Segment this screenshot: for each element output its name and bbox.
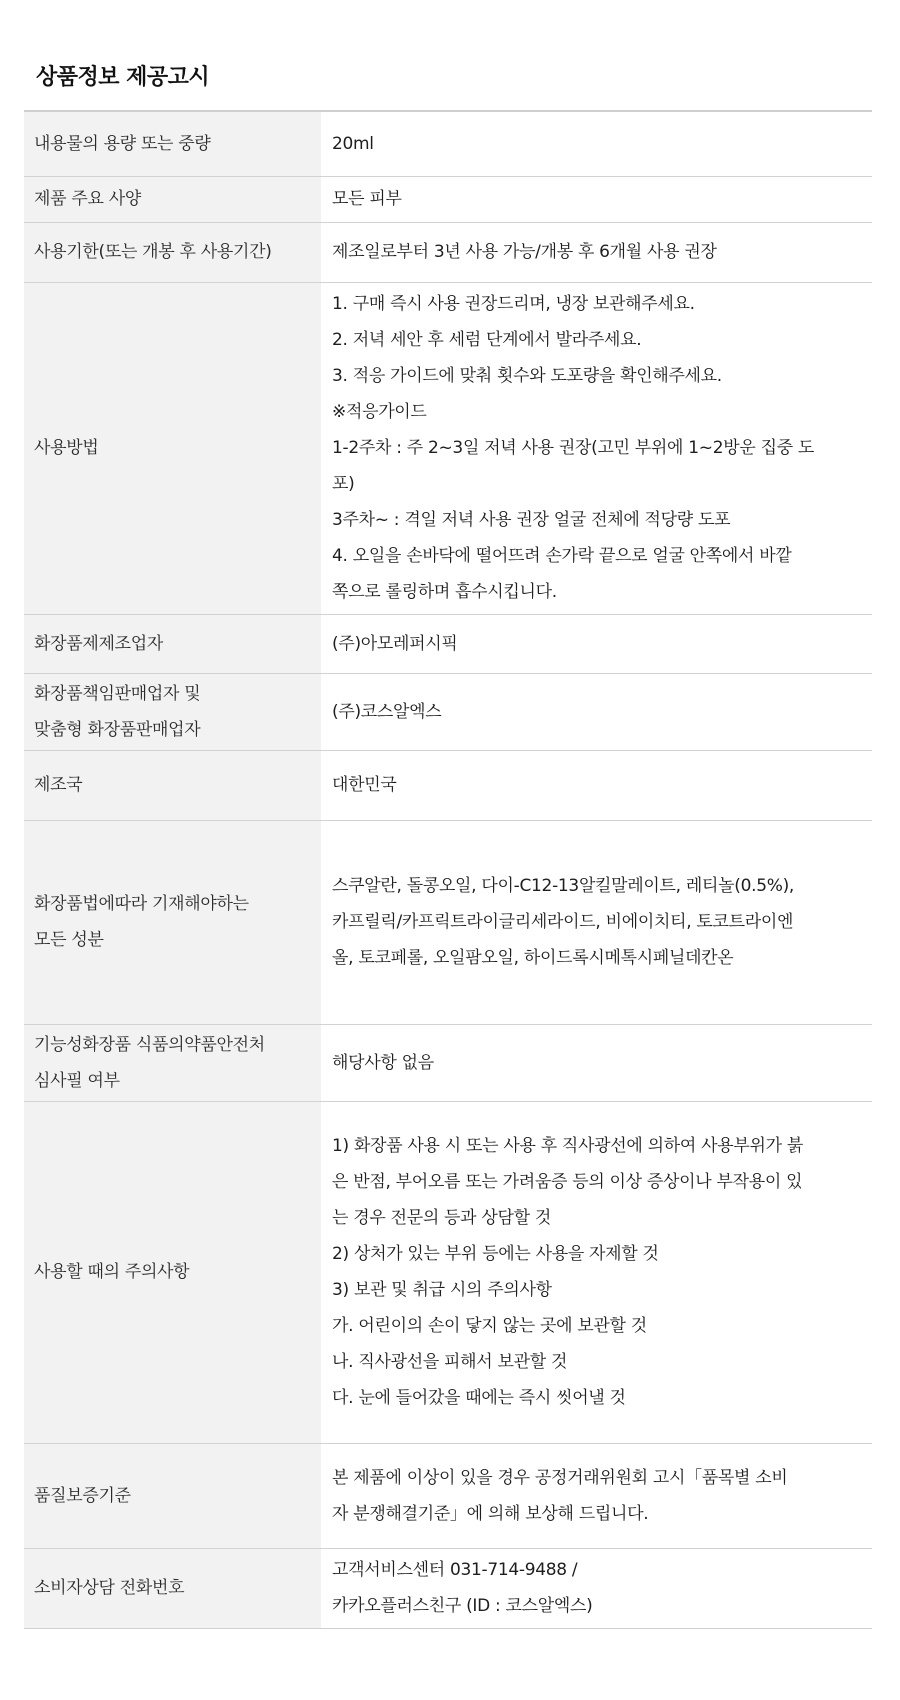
value-line: 쪽으로 롤링하며 흡수시킵니다. bbox=[332, 582, 557, 602]
value-line: 1. 구매 즉시 사용 권장드리며, 냉장 보관해주세요. bbox=[332, 294, 695, 314]
label-line: 제조국 bbox=[34, 775, 83, 795]
row-label bbox=[24, 176, 321, 222]
label-line: 모든 성분 bbox=[34, 930, 104, 950]
row-value bbox=[321, 820, 872, 1024]
label-line: 맞춤형 화장품판매업자 bbox=[34, 719, 201, 740]
table-row-contact bbox=[24, 1548, 872, 1628]
row-label bbox=[24, 673, 321, 750]
table-row-manufacturer bbox=[24, 614, 872, 673]
value-line: 포) bbox=[332, 474, 355, 494]
row-label bbox=[24, 1443, 321, 1548]
value-line: (주)아모레퍼시픽 bbox=[332, 633, 458, 654]
row-value bbox=[321, 111, 872, 176]
row-value bbox=[321, 1548, 872, 1628]
value-line: 은 반점, 부어오름 또는 가려움증 등의 이상 증상이나 부작용이 있 bbox=[332, 1172, 803, 1192]
value-line: 3주차~ : 격일 저녁 사용 권장 얼굴 전체에 적당량 도포 bbox=[332, 510, 731, 530]
value-line: 2) 상처가 있는 부위 등에는 사용을 자제할 것 bbox=[332, 1244, 659, 1264]
label-line: 내용물의 용량 또는 중량 bbox=[34, 133, 211, 154]
label-line: 기능성화장품 식품의약품안전처 bbox=[34, 1034, 265, 1055]
value-line: 고객서비스센터 031-714-9488 / bbox=[332, 1560, 578, 1580]
label-line: 화장품책임판매업자 및 bbox=[34, 683, 201, 704]
table-row-precautions bbox=[24, 1101, 872, 1443]
table-row-spec bbox=[24, 176, 872, 222]
row-label bbox=[24, 750, 321, 820]
value-line: 1) 화장품 사용 시 또는 사용 후 직사광선에 의하여 사용부위가 붉 bbox=[332, 1136, 803, 1156]
table-row-country bbox=[24, 750, 872, 820]
label-line: 사용방법 bbox=[34, 438, 99, 458]
value-line: 3. 적응 가이드에 맞춰 횟수와 도포량을 확인해주세요. bbox=[332, 366, 722, 386]
value-line: 3) 보관 및 취급 시의 주의사항 bbox=[332, 1280, 552, 1300]
row-label bbox=[24, 222, 321, 282]
row-label bbox=[24, 1024, 321, 1101]
label-line: 사용기한(또는 개봉 후 사용기간) bbox=[34, 242, 272, 262]
value-line: 카카오플러스친구 (ID : 코스알엑스) bbox=[332, 1596, 593, 1616]
value-line: 모든 피부 bbox=[332, 189, 402, 209]
table-row-ingredients bbox=[24, 820, 872, 1024]
value-line: 4. 오일을 손바닥에 떨어뜨려 손가락 끝으로 얼굴 안쪽에서 바깥 bbox=[332, 546, 792, 566]
row-label bbox=[24, 282, 321, 614]
row-label bbox=[24, 111, 321, 176]
label-line: 품질보증기준 bbox=[34, 1485, 131, 1506]
value-line: 본 제품에 이상이 있을 경우 공정거래위원회 고시「품목별 소비 bbox=[332, 1467, 788, 1488]
label-line: 소비자상담 전화번호 bbox=[34, 1578, 185, 1598]
value-line: 카프릴릭/카프릭트라이글리세라이드, 비에이치티, 토코트라이엔 bbox=[332, 912, 794, 932]
value-line: ※적응가이드 bbox=[332, 402, 427, 422]
value-line: 올, 토코페롤, 오일팜오일, 하이드록시메톡시페닐데칸온 bbox=[332, 948, 734, 968]
row-value bbox=[321, 750, 872, 820]
row-value bbox=[321, 176, 872, 222]
value-line: 1-2주차 : 주 2~3일 저녁 사용 권장(고민 부위에 1~2방운 집중 도 bbox=[332, 438, 815, 458]
value-line: (주)코스알엑스 bbox=[332, 701, 442, 722]
row-value bbox=[321, 1101, 872, 1443]
value-line: 가. 어린이의 손이 닿지 않는 곳에 보관할 것 bbox=[332, 1316, 647, 1336]
value-line: 해당사항 없음 bbox=[332, 1052, 434, 1073]
table-row-seller bbox=[24, 673, 872, 750]
table-row-volume bbox=[24, 111, 872, 176]
row-label bbox=[24, 1548, 321, 1628]
row-value bbox=[321, 1443, 872, 1548]
row-label bbox=[24, 1101, 321, 1443]
product-info-table bbox=[24, 110, 872, 1629]
row-value bbox=[321, 222, 872, 282]
row-value bbox=[321, 673, 872, 750]
row-value bbox=[321, 282, 872, 614]
value-line: 스쿠알란, 돌콩오일, 다이-C12-13알킬말레이트, 레티놀(0.5%), bbox=[332, 876, 795, 896]
row-label bbox=[24, 614, 321, 673]
label-line: 사용할 때의 주의사항 bbox=[34, 1262, 190, 1282]
value-line: 2. 저녁 세안 후 세럼 단계에서 발라주세요. bbox=[332, 330, 642, 350]
value-line: 자 분쟁해결기준」에 의해 보상해 드립니다. bbox=[332, 1503, 649, 1524]
table-row-functional bbox=[24, 1024, 872, 1101]
page-title: 상품정보 제공고시 bbox=[36, 65, 210, 90]
table-row-usage bbox=[24, 282, 872, 614]
row-label bbox=[24, 820, 321, 1024]
label-line: 화장품제제조업자 bbox=[34, 633, 163, 654]
table-row-expiry bbox=[24, 222, 872, 282]
value-line: 다. 눈에 들어갔을 때에는 즉시 씻어낼 것 bbox=[332, 1388, 626, 1408]
value-line: 제조일로부터 3년 사용 가능/개봉 후 6개월 사용 권장 bbox=[332, 242, 717, 262]
value-line: 대한민국 bbox=[332, 775, 397, 795]
table-row-quality bbox=[24, 1443, 872, 1548]
value-line: 20ml bbox=[332, 133, 374, 154]
value-line: 나. 직사광선을 피해서 보관할 것 bbox=[332, 1352, 568, 1372]
value-line: 는 경우 전문의 등과 상담할 것 bbox=[332, 1208, 551, 1228]
row-value bbox=[321, 1024, 872, 1101]
label-line: 화장품법에따라 기재해야하는 bbox=[34, 894, 249, 914]
label-line: 제품 주요 사양 bbox=[34, 189, 141, 209]
row-value bbox=[321, 614, 872, 673]
label-line: 심사필 여부 bbox=[34, 1070, 120, 1091]
